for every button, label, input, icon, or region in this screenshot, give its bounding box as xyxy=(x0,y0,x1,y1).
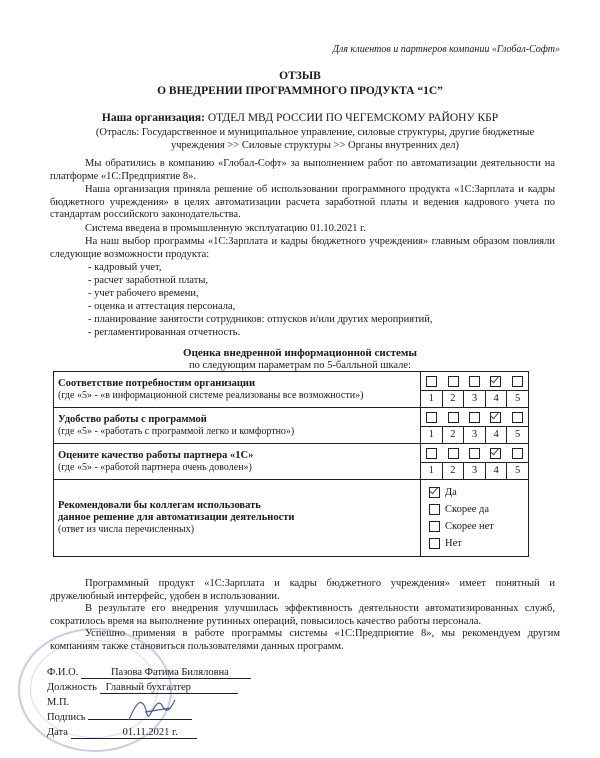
fio-row xyxy=(47,667,251,681)
rating-checkbox-2[interactable] xyxy=(448,448,459,459)
option-label: Да xyxy=(445,487,457,498)
industry-info xyxy=(70,126,560,152)
list-item: - планирование занятости сотрудников: отпусков и/или других мероприятий, xyxy=(88,314,433,325)
rating-question-title: Соответствие потребностям организации xyxy=(58,377,256,389)
paragraph: Мы обратились в компанию «Глобал-Софт» за выполнением работ по автоматизации деятельности на платформе «1С:Предприятие 8». xyxy=(50,158,555,182)
rating-question xyxy=(54,444,421,480)
rating-checkbox-1[interactable] xyxy=(426,412,437,423)
option-label: Нет xyxy=(445,538,462,549)
position-label: Должность xyxy=(47,682,97,693)
scale-number: 4 xyxy=(485,463,507,479)
recommend-options xyxy=(421,480,529,557)
scale-number: 1 xyxy=(428,465,434,476)
org-label: Наша организация: xyxy=(101,112,205,124)
rating-checkbox-1[interactable] xyxy=(426,448,437,459)
option-label: Скорее да xyxy=(445,504,490,515)
rating-checkboxes xyxy=(421,408,529,427)
list-item: - кадровый учет, xyxy=(88,262,162,273)
scale-number: 4 xyxy=(485,427,507,443)
mp-label: М.П. xyxy=(47,697,70,708)
scale-number: 3 xyxy=(463,427,485,443)
mp-row xyxy=(47,697,69,711)
recommend-option[interactable] xyxy=(429,484,520,501)
list-item: - оценка и аттестация персонала, xyxy=(88,301,236,312)
rating-checkbox-3[interactable] xyxy=(469,412,480,423)
recommend-title: Рекомендовали бы коллегам использовать xyxy=(58,500,261,511)
rating-subtitle: по следующим параметрам по 5-балльной шкале: xyxy=(188,360,412,371)
paragraph: На наш выбор программы «1С:Зарплата и кадры бюджетного учреждения» главным образом повлияли следующие возможности продукта: xyxy=(50,236,555,260)
rating-checkbox-1[interactable] xyxy=(426,376,437,387)
rating-checkbox-5[interactable] xyxy=(512,376,523,387)
scale-number: 5 xyxy=(506,427,528,443)
scale-number: 2 xyxy=(442,427,464,443)
date-label: Дата xyxy=(47,727,68,738)
rating-checkboxes xyxy=(421,372,529,391)
rating-checkbox-3[interactable] xyxy=(469,448,480,459)
feature-list xyxy=(88,261,433,339)
rating-checkboxes xyxy=(421,444,529,463)
date-value: 01.11.2021 г. xyxy=(71,727,197,739)
scale-number: 1 xyxy=(428,429,434,440)
organization-line xyxy=(0,112,600,124)
option-checkbox[interactable] xyxy=(429,487,440,498)
scale-number: 5 xyxy=(506,391,528,407)
rating-title: Оценка внедренной информационной системы xyxy=(183,347,417,359)
rating-question xyxy=(54,408,421,444)
list-item: - расчет заработной платы, xyxy=(88,275,209,286)
document-title: ОТЗЫВ xyxy=(279,70,321,82)
scale-number: 1 xyxy=(428,393,434,404)
recommend-option[interactable] xyxy=(429,501,520,518)
rating-checkbox-5[interactable] xyxy=(512,448,523,459)
rating-checkbox-3[interactable] xyxy=(469,376,480,387)
rating-checkbox-2[interactable] xyxy=(448,412,459,423)
scale-number: 2 xyxy=(442,463,464,479)
recommend-question xyxy=(54,480,421,557)
option-label: Скорее нет xyxy=(445,521,494,532)
industry-line: (Отрасль: Государственное и муниципальное управление, силовые структуры, другие бюджетные xyxy=(95,127,535,138)
rating-question-title: Оцените качество работы партнера «1С» xyxy=(58,449,254,461)
recommend-title: данное решение для автоматизации деятельности xyxy=(58,512,295,523)
recommend-option[interactable] xyxy=(429,535,520,552)
rating-scale xyxy=(421,427,529,444)
scale-number: 5 xyxy=(506,463,528,479)
paragraph: Наша организация приняла решение об использовании программного продукта «1С:Зарплата и кадры бюджетного учреждения» в целях автоматизации расчета заработной платы и ведения кадрового учета по стандартам российского законодательства. xyxy=(50,184,555,220)
rating-question xyxy=(54,372,421,408)
partner-note: Для клиентов и партнеров компании «Глобал-Софт» xyxy=(332,44,560,55)
fio-value: Пазова Фатима Биляловна xyxy=(81,667,251,679)
rating-question-hint: (где «5» - «в информационной системе реализованы все возможности») xyxy=(58,389,364,401)
scale-number: 2 xyxy=(442,391,464,407)
paragraph: Система введена в промышленную эксплуатацию 01.10.2021 г. xyxy=(85,223,366,234)
option-checkbox[interactable] xyxy=(429,504,440,515)
scale-number: 3 xyxy=(463,463,485,479)
rating-checkbox-4[interactable] xyxy=(490,376,501,387)
rating-question-title: Удобство работы с программой xyxy=(58,413,207,425)
scale-number: 3 xyxy=(463,391,485,407)
paragraph: Программный продукт «1С:Зарплата и кадры бюджетного учреждения» имеет понятный и дружелюбный интерфейс, удобен в использовании. xyxy=(50,578,555,602)
paragraph: Успешно применяя в работе программы системы «1С:Предприятие 8», мы рекомендуем другим компаниям также становиться пользователями данных программ. xyxy=(50,628,560,652)
list-item: - учет рабочего времени, xyxy=(88,288,199,299)
rating-scale xyxy=(421,391,529,408)
recommend-option[interactable] xyxy=(429,518,520,535)
industry-line: учреждения >> Силовые структуры >> Органы внутренних дел) xyxy=(170,140,460,151)
position-value: Главный бухгалтер xyxy=(100,682,238,694)
option-checkbox[interactable] xyxy=(429,521,440,532)
rating-question-hint: (где «5» - «работать с программой легко и комфортно») xyxy=(58,425,295,437)
list-item: - регламентированная отчетность. xyxy=(88,327,241,338)
rating-checkbox-2[interactable] xyxy=(448,376,459,387)
rating-checkbox-4[interactable] xyxy=(490,448,501,459)
handwritten-signature xyxy=(125,690,185,730)
paragraph: В результате его внедрения улучшилась эффективность деятельности автоматизированных служб, сократилось время на выполнение рутинных операций, повысилось качество работы персонала. xyxy=(50,603,555,627)
rating-checkbox-5[interactable] xyxy=(512,412,523,423)
option-checkbox[interactable] xyxy=(429,538,440,549)
scale-number: 4 xyxy=(485,391,507,407)
recommend-hint: (ответ из числа перечисленных) xyxy=(58,524,195,535)
signature-label: Подпись xyxy=(47,712,86,723)
org-name: ОТДЕЛ МВД РОССИИ ПО ЧЕГЕМСКОМУ РАЙОНУ КБР xyxy=(207,112,499,124)
fio-label: Ф.И.О. xyxy=(47,667,79,678)
rating-scale xyxy=(421,463,529,480)
document-subtitle: О ВНЕДРЕНИИ ПРОГРАММНОГО ПРОДУКТА “1С” xyxy=(157,85,443,97)
rating-question-hint: (где «5» - «работой партнера очень доволен») xyxy=(58,461,252,473)
rating-checkbox-4[interactable] xyxy=(490,412,501,423)
rating-table xyxy=(53,371,529,557)
